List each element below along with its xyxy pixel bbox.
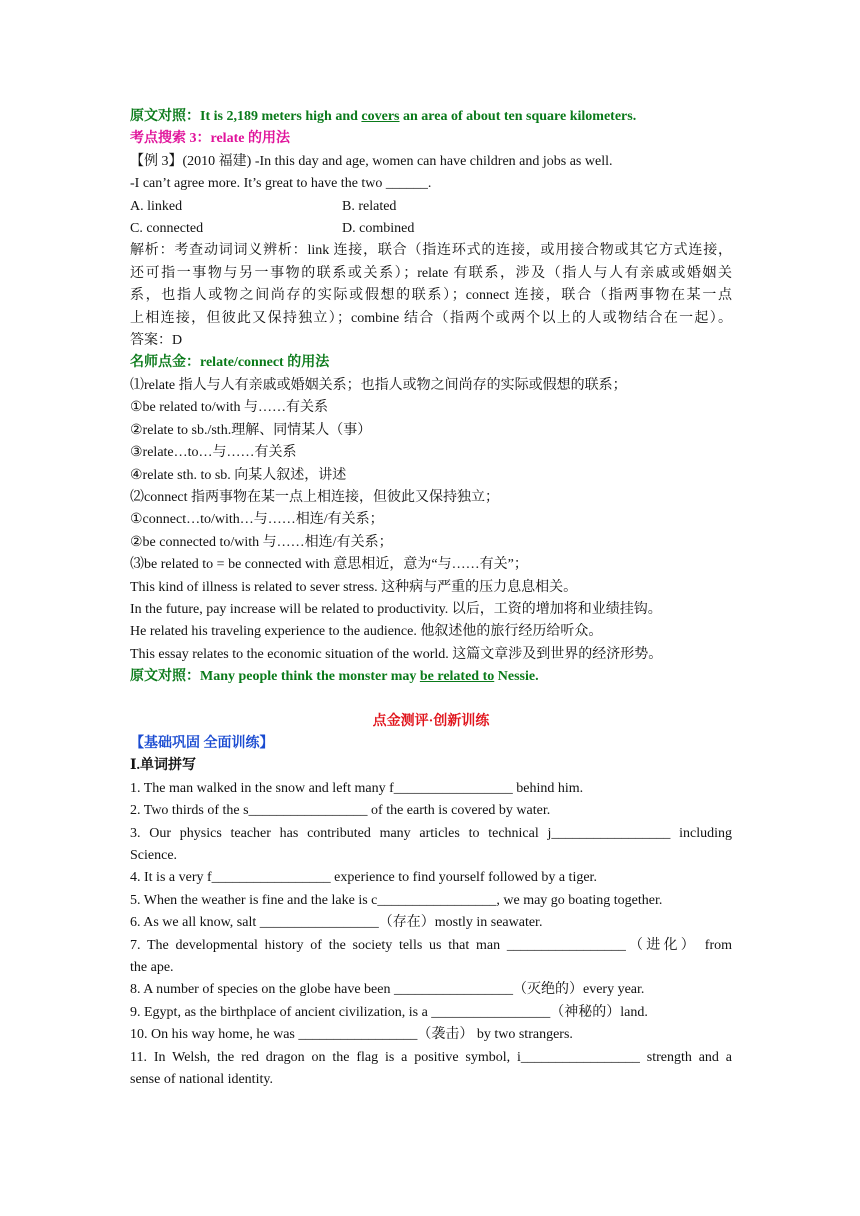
tip-line: ④relate sth. to sb. 向某人叙述，讲述 (130, 467, 347, 483)
question-6: 6. As we all know, salt _________________（存在）mostly in seawater. (130, 915, 543, 931)
question-10: 10. On his way home, he was _________________（袭击） by two strangers. (130, 1027, 573, 1043)
tip-example-sentence: He related his traveling experience to the audience. 他叙述他的旅行经历给听众。 (130, 624, 603, 640)
tip-line: ⑴relate 指人与人有亲戚或婚姻关系；也指人或物之间尚存的实际或假想的联系； (130, 377, 627, 393)
analysis-line-1: 解析：考查动词词义辨析：link 连接，联合（指连环式的连接，或用接合物或其它方式连接， (130, 243, 732, 259)
tip-line: ②be connected to/with 与……相连/有关系； (130, 534, 393, 550)
sub-section-title: 【基础巩固 全面训练】 (130, 735, 274, 751)
tip-example-sentence: This essay relates to the economic situation of the world. 这篇文章涉及到世界的经济形势。 (130, 646, 663, 662)
question-2: 2. Two thirds of the s_________________ of the earth is covered by water. (130, 803, 551, 819)
underlined-word: covers (361, 109, 400, 124)
question-4: 4. It is a very f_________________ experience to find yourself followed by a tiger. (130, 870, 597, 886)
question-7-line-2: the ape. (130, 960, 174, 976)
question-3-line-2: Science. (130, 848, 178, 863)
tip-line: ⑶be related to = be connected with 意思相近，意为“与……有关”； (130, 557, 528, 573)
options-row-1 (130, 196, 732, 218)
tip-example-sentence: In the future, pay increase will be related to productivity. 以后，工资的增加将和业绩挂钩。 (130, 601, 662, 617)
tip-line: ③relate…to…与……有关系 (130, 445, 297, 461)
question-11-line-1: 11. In Welsh, the red dragon on the flag is a positive symbol, i_________________ strength and a (130, 1049, 732, 1065)
question-5: 5. When the weather is fine and the lake is c_________________, we may go boating together. (130, 892, 663, 908)
document-page (130, 106, 732, 1091)
example-3-question-line-2: -I can’t agree more. It’s great to have the two ______. (130, 176, 432, 192)
tip-line: ⑵connect 指两事物在某一点上相连接，但彼此又保持独立； (130, 489, 500, 505)
example-3-question-line-1: 【例 3】(2010 福建) -In this day and age, women can have children and jobs as well. (130, 153, 613, 169)
tip-line: ①be related to/with 与……有关系 (130, 400, 329, 416)
tip-line: ②relate to sb./sth.理解、同情某人（事） (130, 422, 372, 438)
analysis-line-2: 还可指一事物与另一事物的联系或关系）；relate 有联系，涉及（指人与人有亲戚或婚姻关 (130, 265, 732, 281)
option-c: C. connected (130, 221, 204, 237)
options-row-2 (130, 218, 732, 240)
tip-example-sentence: This kind of illness is related to sever stress. 这种病与严重的压力息息相关。 (130, 579, 578, 595)
analysis-line-3: 系，也指人或物之间尚存的实际或假想的联系）；connect 连接，联合（指两事物在某一点 (130, 288, 732, 304)
question-7-line-1: 7. The developmental history of the society tells us that man _________________（进化） from (130, 937, 732, 953)
answer: 答案：D (130, 333, 183, 349)
question-11-line-2: sense of national identity. (130, 1072, 273, 1088)
teacher-tips-title: 名师点金：relate/connect 的用法 (130, 355, 330, 371)
original-text-comparison-2: 原文对照：Many people think the monster may be related to Nessie. (130, 669, 539, 685)
question-1: 1. The man walked in the snow and left many f_________________ behind him. (130, 780, 584, 796)
option-b: B. related (342, 198, 397, 214)
option-a: A. linked (130, 198, 183, 214)
question-9: 9. Egypt, as the birthplace of ancient civilization, is a _________________（神秘的）land. (130, 1004, 648, 1020)
spacer (130, 689, 732, 711)
original-text-comparison-1: 原文对照：It is 2,189 meters high and covers an area of about ten square kilometers. (130, 109, 637, 124)
part-1-title: Ⅰ.单词拼写 (130, 758, 197, 774)
analysis-line-4: 上相连接，但彼此又保持独立）；combine 结合（指两个或两个以上的人或物结合在一起）。 (130, 310, 732, 326)
option-d: D. combined (342, 221, 415, 237)
question-8: 8. A number of species on the globe have been _________________（灭绝的）every year. (130, 982, 645, 998)
tip-line: ①connect…to/with…与……相连/有关系； (130, 512, 384, 528)
question-3-line-1: 3. Our physics teacher has contributed many articles to technical j_________________ including (130, 825, 732, 841)
underlined-phrase: be related to (419, 669, 495, 685)
section-title: 点金测评·创新训练 (372, 713, 490, 729)
exam-point-3-title: 考点搜索 3：relate 的用法 (130, 131, 290, 147)
